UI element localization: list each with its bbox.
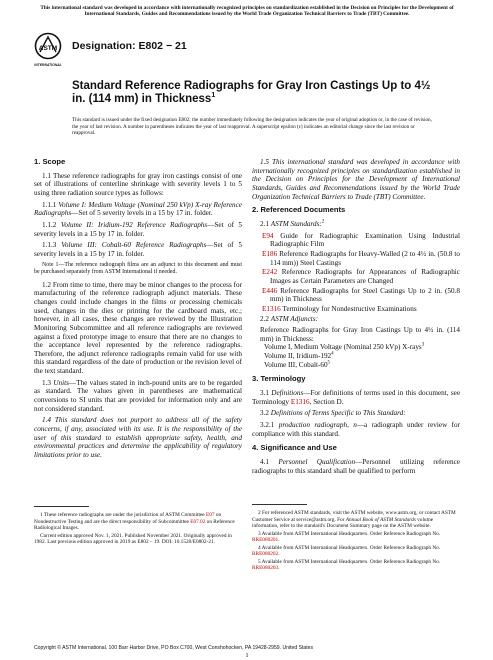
astm-standards-list [252,232,460,314]
significance-heading: 4. Significance and Use [252,443,337,453]
footnote-divider-right [252,504,307,505]
reference-item [260,305,460,314]
designation: Designation: E802 − 21 [72,40,187,52]
left-column [34,158,242,463]
link-rre080202[interactable]: RRE080202 [252,551,279,557]
para-1-1-2: 1.1.2 Volume II: Iridium-192 Reference Radiographs—Set of 5 severity levels in a 15 by 17 in. folder. [34,220,243,238]
reference-code-link[interactable]: E446 [262,286,278,295]
note-1: Note 1—The reference radiograph films are an adjunct to this document and must be purchased separately from ASTM International if needed. [34,261,242,275]
para-1-1-3: 1.1.3 Volume III: Cobalt-60 Reference Radiographs—Set of 5 severity levels in a 15 by 17 in. folder. [34,241,243,258]
para-3-2-1: 3.2.1 production radiograph, n—a radiograph under review for compliance with this standard. [252,421,461,438]
svg-text:INTERNATIONAL: INTERNATIONAL [34,63,62,67]
adjunct-volume-3: Volume III, Cobalt-$60^5$ [264,360,331,369]
astm-logo-icon [34,32,62,72]
para-1-2: 1.2 From time to time, there may be minor changes to the process for manufacturing of the reference radiograph adjunct materials. These changes could include changes in the films or processing chemicals used, changes in the dies or printing for the cardboard mats, etc.; however, in all cases, these changes are reviewed by the Illustration Monitoring Subcommittee and all reference radiographs are reviewed against a fixed prototype image to ensure that there are no changes to the acceptance level represented by the reference radiographs. Therefore, the adjunct reference radiographs remain valid for use with this standard regardless of the date of production or the revision level of the text standard. [34,280,242,376]
copyright-line: Copyright © ASTM International, 100 Barr Harbor Drive, PO Box C700, West Conshohocken, PA 19428-2959. United States [34,645,314,651]
adjunct-volume-2: Volume II, Iridium-$192^4$ [264,351,334,361]
reference-item [260,287,460,304]
para-1-1: 1.1 These reference radiographs for gray iron castings consist of one set of illustrations of centerline shrinkage with severity levels 1 to 5 using three radiation source types as follows: [34,171,242,197]
page-number: 1 [245,652,249,659]
reference-item [260,268,460,285]
title-text: Standard Reference Radiographs for Gray Iron Castings Up to 4½ in. (114 mm) in Thickness [72,80,431,105]
adjunct-title: Reference Radiographs for Gray Iron Castings Up to 4½ in. (114 mm) in Thickness: [260,326,460,343]
adjunct-volume-1: Volume I, Medium Voltage (Nominal 250 kVp) X-rays$^3$ [264,343,425,352]
title-footnote-ref[interactable]: 1 [211,92,216,100]
footnote-1: 1 These reference radiographs are under the jurisdiction of ASTM Committee E07 on Nondestructive Testing and are the direct responsibility of Subcommittee E07.02 on Reference Radiological Images. [34,512,235,531]
document-title [72,80,432,106]
tbt-notice: This international standard was developed in accordance with internationally recognized principles on standardization established in the Decision on Principles for the Development of International Standards, Guides and Recommendations issued by the World Trade Organization Technical Barriers to Trade (TBT) Committee. [40,5,454,18]
para-1-5: 1.5 This international standard was developed in accordance with internationally recognized principles on standardization established in the Decision on Principles for the Development of International Standards, Guides and Recommendations issued by the World Trade Organization Technical Barriers to Trade (TBT) Committee. [252,158,460,201]
reference-title: Reference Radiographs for Steel Castings Up to 2 in. (50.8 mm) in Thickness [270,286,460,304]
scope-heading: 1. Scope [34,157,66,166]
referenced-documents-heading: 2. Referenced Documents [252,205,346,215]
footnote-4: 4 Available from ASTM International Headquarters. Order Reference Radiograph No. RRE080202. [252,544,441,557]
para-2-1: 2.1 ASTM Standards:$^2$ [260,219,325,228]
reference-code-link[interactable]: E94 [262,231,274,240]
edition-note: Current edition approved Nov. 1, 2021. Published November 2021. Originally approved in 1982. Last previous edition approved in 2019 as E802 – 19. DOI: 10.1520/E0802-21. [34,532,232,545]
reference-code-link[interactable]: E1316 [262,304,281,313]
reference-code-link[interactable]: E186 [262,249,278,258]
reference-title: Guide for Radiographic Examination Using Industrial Radiographic Film [270,231,460,249]
link-e07[interactable]: E07 [205,512,215,518]
link-rre080201[interactable]: RRE080201 [252,537,279,543]
footnote-3: 3 Available from ASTM International Headquarters. Order Reference Radiograph No. RRE080201. [252,530,441,543]
para-2-2: 2.2 ASTM Adjuncts: [260,314,318,323]
reference-title: Terminology for Nondestructive Examinations [280,304,417,313]
para-1-1-1: 1.1.1 Volume I: Medium Voltage (Nominal 250 kVp) X-ray Reference Radiographs—Set of 5 severity levels in a 15 by 17 in. folder. [34,200,242,218]
reference-title: Reference Radiographs for Appearances of Radiographic Images as Certain Parameters are Changed [270,268,460,285]
footnote-divider-left [34,506,89,507]
right-column [252,158,460,478]
reference-code-link[interactable]: E242 [262,268,278,277]
para-4-1: 4.1 Personnel Qualification—Personnel utilizing reference radiographs to this standard shall be qualified to perform [252,458,460,475]
footnotes-right [252,510,460,573]
reference-item [260,232,460,249]
para-3-1: 3.1 Definitions—For definitions of terms used in this document, see Terminology E1316, Section D. [252,389,461,406]
reference-item [260,250,460,267]
issuance-statement: This standard is issued under the fixed designation E802; the number immediately following the designation indicates the year of original adoption or, in the case of revision, the year of last revision. A number in parentheses indicates the year of last reapproval. A superscript epsilon (ε) indicates an editorial change since the last revision or reapproval. [72,117,432,136]
terminology-heading: 3. Terminology [252,374,306,384]
svg-text:ASTM: ASTM [38,45,58,52]
footnotes-left [34,512,242,547]
link-e07-02[interactable]: E07.02 [190,518,206,525]
para-1-4: 1.4 This standard does not purport to address all of the safety concerns, if any, associated with its use. It is the responsibility of the user of this standard to establish appropriate safety, health, and environmental practices and determine the applicability of regulatory limitations prior to use. [34,416,242,460]
link-e1316[interactable]: E1316 [290,397,310,406]
link-rre080203[interactable]: RRE080203 [252,565,279,571]
footnote-2: 2 For referenced ASTM standards, visit the ASTM website, www.astm.org, or contact ASTM Customer Service at service@astm.org. For Annual Book of ASTM Standards volume information, refer to the standard's Document Summary page on the ASTM website. [252,510,456,529]
reference-title: Reference Radiographs for Heavy-Walled (2 to 4½ in. (50.8 to 114 mm)) Steel Castings [270,249,460,267]
para-1-3: 1.3 Units—The values stated in inch-pound units are to be regarded as standard. The values given in parentheses are mathematical conversions to SI units that are provided for information only and are not considered standard. [34,378,242,413]
footnote-5: 5 Available from ASTM International Headquarters. Order Reference Radiograph No. RRE080203. [252,558,441,571]
para-3-2: 3.2 Definitions of Terms Specific to This Standard: [260,409,406,418]
